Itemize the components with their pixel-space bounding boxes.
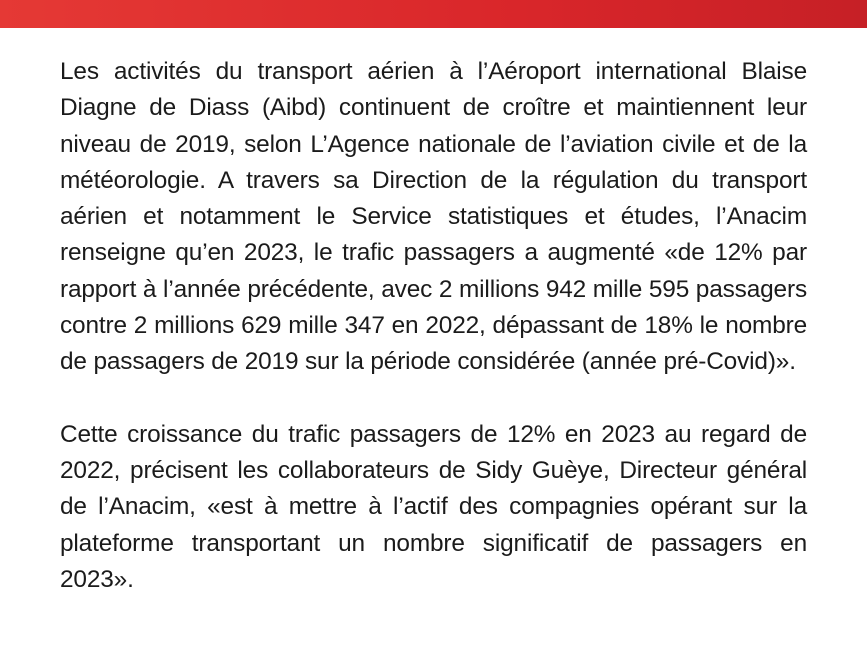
article-body — [60, 54, 807, 598]
article-paragraph-2: Cette croissance du trafic passagers de 12% en 2023 au regard de 2022, précisent les collaborateurs de Sidy Guèye, Directeur général de l’Anacim, «est à mettre à l’actif des compagnies opérant sur la plateforme transportant un nombre significatif de passagers en 2023». — [60, 420, 807, 593]
article-paragraph-1: Les activités du transport aérien à l’Aéroport international Blaise Diagne de Diass (Aibd) continuent de croître et maintiennent leur niveau de 2019, selon L’Agence nationale de l’aviation civile et de la météorologie. A travers sa Direction de la régulation du transport aérien et notamment le Service statistiques et études, l’Anacim renseigne qu’en 2023, le trafic passagers a augmenté «de 12% par rapport à l’année précédente, avec 2 millions 942 mille 595 passagers contre 2 millions 629 mille 347 en 2022, dépassant de 18% le nombre de passagers de 2019 sur la période considérée (année pré-Covid)». — [60, 58, 807, 376]
top-accent-bar — [0, 0, 867, 28]
